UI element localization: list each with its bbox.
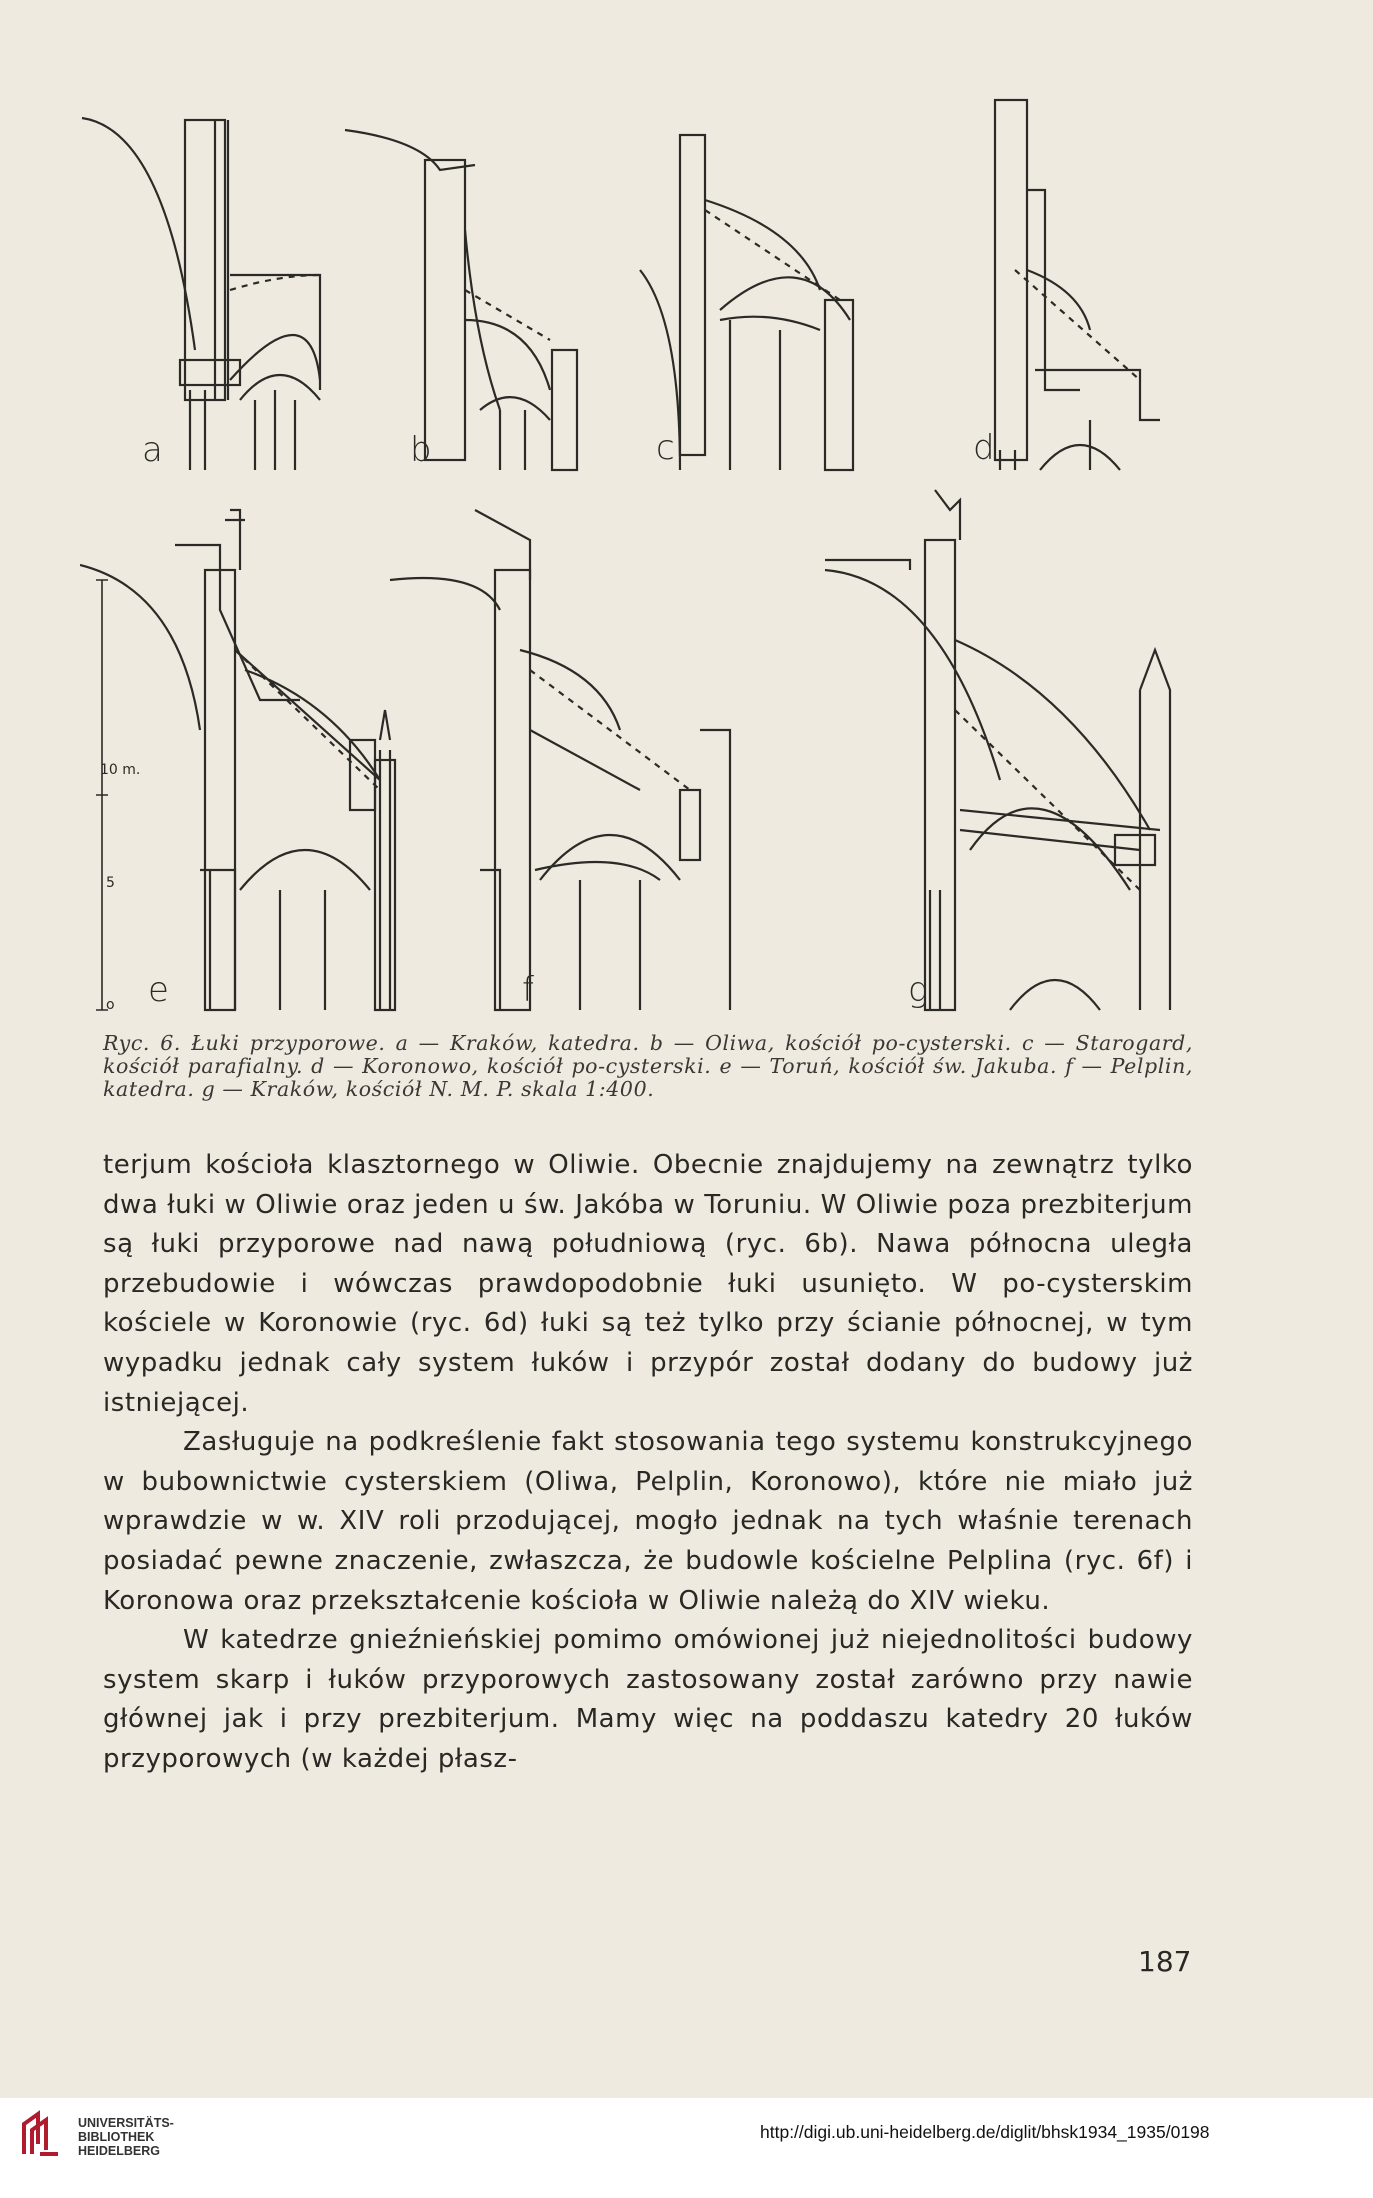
university-library-logo-icon bbox=[18, 2110, 66, 2158]
page-number: 187 bbox=[1138, 1945, 1192, 1978]
figure-label-c: c bbox=[656, 428, 675, 468]
drawing-e bbox=[80, 510, 395, 1010]
figure-label-e: e bbox=[148, 970, 169, 1010]
figure-flying-buttresses bbox=[80, 90, 1240, 1030]
scale-label-bottom: o bbox=[106, 997, 115, 1013]
drawing-d bbox=[995, 100, 1160, 470]
paragraph-2: Zasługuje na podkreślenie fakt stosowania tego systemu konstrukcyjnego w bubownictwie cysterskiem (Oliwa, Pelplin, Koronowo), które nie miało już wprawdzie w w. XIV roli przodującej, mogło jednak na tych właśnie terenach posiadać pewne znaczenie, zwłaszcza, że budowle kościelne Pelplina (ryc. 6f) i Koronowa oraz przekształcenie kościoła w Oliwie należą do XIV wieku. bbox=[103, 1427, 1193, 1616]
library-name-line-3: HEIDELBERG bbox=[78, 2144, 160, 2158]
paragraph-1: terjum kościoła klasztornego w Oliwie. Obecnie znajdujemy na zewnątrz tylko dwa łuki w Oliwie oraz jeden u św. Jakóba w Toruniu. W Oliwie poza prezbiterjum są łuki przyporowe nad nawą południową (ryc. 6b). Nawa północna uległa przebudowie i wówczas prawdopodobnie łuki usunięto. W po-cysterskim kościele w Koronowie (ryc. 6d) łuki są też tylko przy ścianie północnej, w tym wypadku jednak cały system łuków i przypór został dodany do budowy już istniejącej. bbox=[103, 1150, 1193, 1418]
drawing-f bbox=[390, 510, 730, 1010]
figure-label-f: f bbox=[522, 970, 534, 1010]
figure-label-b: b bbox=[410, 430, 432, 470]
scale-label-top: 10 m. bbox=[100, 762, 141, 778]
footer-bar bbox=[0, 2098, 1373, 2198]
library-name-line-1: UNIVERSITÄTS- bbox=[78, 2116, 174, 2130]
body-text bbox=[103, 1146, 1193, 1780]
drawing-c bbox=[640, 135, 853, 470]
figure-label-g: g bbox=[908, 970, 929, 1010]
library-name-line-2: BIBLIOTHEK bbox=[78, 2130, 155, 2144]
figure-label-a: a bbox=[142, 430, 163, 470]
paragraph-3: W katedrze gnieźnieńskiej pomimo omówionej już niejednolitości budowy system skarp i łuków przyporowych zastosowany został zarówno przy nawie głównej jak i przy prezbiterjum. Mamy więc na poddaszu katedry 20 łuków przyporowych (w każdej płasz- bbox=[103, 1625, 1193, 1774]
library-name bbox=[78, 2116, 174, 2158]
drawing-a bbox=[82, 118, 320, 470]
drawing-g bbox=[825, 490, 1170, 1010]
scale-label-mid: 5 bbox=[106, 875, 115, 891]
drawing-b bbox=[345, 130, 577, 470]
figure-caption: Ryc. 6. Łuki przyporowe. a — Kraków, katedra. b — Oliwa, kościół po-cysterski. c — Starogard, kościół parafialny. d — Koronowo, kościół po-cysterski. e — Toruń, kościół św. Jakuba. f — Pelplin, katedra. g — Kraków, kościół N. M. P. skala 1:400. bbox=[103, 1031, 1193, 1101]
figure-label-d: d bbox=[973, 428, 995, 468]
source-url-link[interactable]: http://digi.ub.uni-heidelberg.de/diglit/bhsk1934_1935/0198 bbox=[760, 2122, 1210, 2142]
